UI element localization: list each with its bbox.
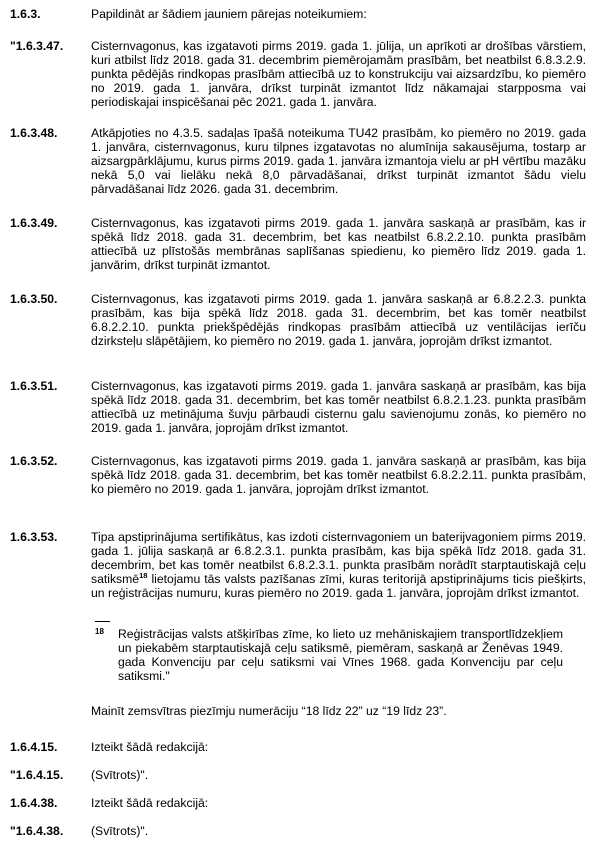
clause-number: 1.6.3.51.	[10, 379, 58, 393]
clause-number: 1.6.3.49.	[10, 216, 58, 230]
footnote-text: Reģistrācijas valsts atšķirības zīme, ko lieto uz mehāniskajiem transportlīdzekļiem un piekabēm starptautiskajā ceļu satiksmē, piemēram, saskaņā ar Ženēvas 1949. gada Konvenciju par ceļu satiksmi vai Vīnes 1968. gada Konvenciju par ceļu satiksmi."	[118, 627, 563, 683]
clause-number: 1.6.3.48.	[10, 126, 58, 140]
clause-number: 1.6.4.38.	[10, 796, 58, 810]
clause-text: (Svītrots)".	[91, 824, 149, 838]
clause-text: Izteikt šādā redakcijā:	[91, 740, 209, 754]
clause-number: 1.6.3.	[10, 7, 41, 21]
clause-number: 1.6.3.53.	[10, 530, 58, 544]
clause-text	[91, 530, 586, 600]
clause-text: Papildināt ar šādiem jauniem pārejas noteikumiem:	[91, 7, 367, 21]
clause-text: Atkāpjoties no 4.3.5. sadaļas īpašā noteikuma TU42 prasībām, ko piemēro no 2019. gada 1. janvāra, cisternvagonus, kuru tilpnes izgatavotas no alumīnija sakausējuma, tostarp ar aizsargpārklājumu, kurus pirms 2019. gada 1. janvāra izmantoja vielu ar pH vērtību mazāku nekā 5,0 vai lielāku nekā 8,0 pārvadāšanai, drīkst turpināt izmantot šādu vielu pārvadāšanai līdz 2026. gada 31. decembrim.	[91, 126, 586, 196]
renumber-text: Mainīt zemsvītras piezīmju numerāciju “18 līdz 22” uz “19 līdz 23”.	[91, 704, 447, 718]
clause-text: Cisternvagonus, kas izgatavoti pirms 2019. gada 1. janvāra saskaņā ar prasībām, kas bija spēkā līdz 2018. gada 31. decembrim, bet kas tomēr neatbilst 6.8.2.1.23. punkta prasībām attiecībā uz metinājuma šuvju pārbaudi cisternu galu savienojumu zonās, ko piemēro no 2019. gada 1. janvāra, joprojām drīkst izmantot.	[91, 379, 586, 435]
clause-number: "1.6.4.38.	[10, 824, 64, 838]
clause-number: 1.6.3.52.	[10, 454, 58, 468]
footnote-reference: 18	[139, 571, 148, 580]
clause-text: (Svītrots)".	[91, 768, 149, 782]
footnote-separator	[95, 621, 110, 622]
clause-text: Izteikt šādā redakcijā:	[91, 796, 209, 810]
clause-text-part: lietojamu tās valsts pazīšanas zīmi, kuras teritorijā apstiprinājums ticis piešķirts, un reģistrācijas numuru, kuras piemēro no 2019. gada 1. janvāra, joprojām drīkst izmantot.	[91, 572, 586, 600]
clause-text-part: Tipa apstiprinājuma sertifikātus, kas izdoti cisternvagoniem un baterijvagoniem pirms 2019. gada 1. jūlija saskaņā ar 6.8.2.3.1. punkta prasībām, kas bija spēkā līdz 2018. gada 31. decembrim, bet kas tomēr neatbilst 6.8.2.3.1. punkta prasībām norādīt starptautiskajā ceļu satiksmē	[91, 530, 586, 586]
clause-number: "1.6.4.15.	[10, 768, 64, 782]
footnote-mark: 18	[95, 627, 104, 636]
clause-number: "1.6.3.47.	[10, 39, 64, 53]
clause-text: Cisternvagonus, kas izgatavoti pirms 2019. gada 1. janvāra saskaņā ar 6.8.2.2.3. punkta prasībām, kas bija spēkā līdz 2018. gada 31. decembrim, bet kas tomēr neatbilst 6.8.2.2.10. punkta priekšpēdējās rindkopas prasībām attiecībā uz ventilācijas ierīču dzirksteļu slāpētājiem, ko piemēro no 2019. gada 1. janvāra, joprojām drīkst izmantot.	[91, 292, 586, 348]
clause-text: Cisternvagonus, kas izgatavoti pirms 2019. gada 1. janvāra saskaņā ar prasībām, kas ir spēkā līdz 2018. gada 31. decembrim, bet kas neatbilst 6.8.2.2.10. punkta prasībām attiecībā uz plīstošās membrānas saplīšanas spiedienu, ko piemēro līdz 2019. gada 1. janvārim, drīkst turpināt izmantot.	[91, 216, 586, 272]
clause-number: 1.6.4.15.	[10, 740, 58, 754]
clause-text: Cisternvagonus, kas izgatavoti pirms 2019. gada 1. janvāra saskaņā ar prasībām, kas bija spēkā līdz 2018. gada 31. decembrim, bet kas tomēr neatbilst 6.8.2.2.11. punkta prasībām, ko piemēro no 2019. gada 1. janvāra, joprojām drīkst izmantot.	[91, 454, 586, 496]
clause-text: Cisternvagonus, kas izgatavoti pirms 2019. gada 1. jūlija, un aprīkoti ar drošības vārstiem, kuri atbilst līdz 2018. gada 31. decembrim piemērojamām prasībām, bet neatbilst 6.8.3.2.9. punkta pēdējās rindkopas prasībām attiecībā uz to konstrukciju vai aizsardzību, ko piemēro no 2019. gada 1. janvāra, drīkst turpināt izmantot līdz nākamajai starpposma vai periodiskajai inspicēšanai pēc 2021. gada 1. janvāra.	[91, 39, 586, 109]
clause-number: 1.6.3.50.	[10, 292, 58, 306]
